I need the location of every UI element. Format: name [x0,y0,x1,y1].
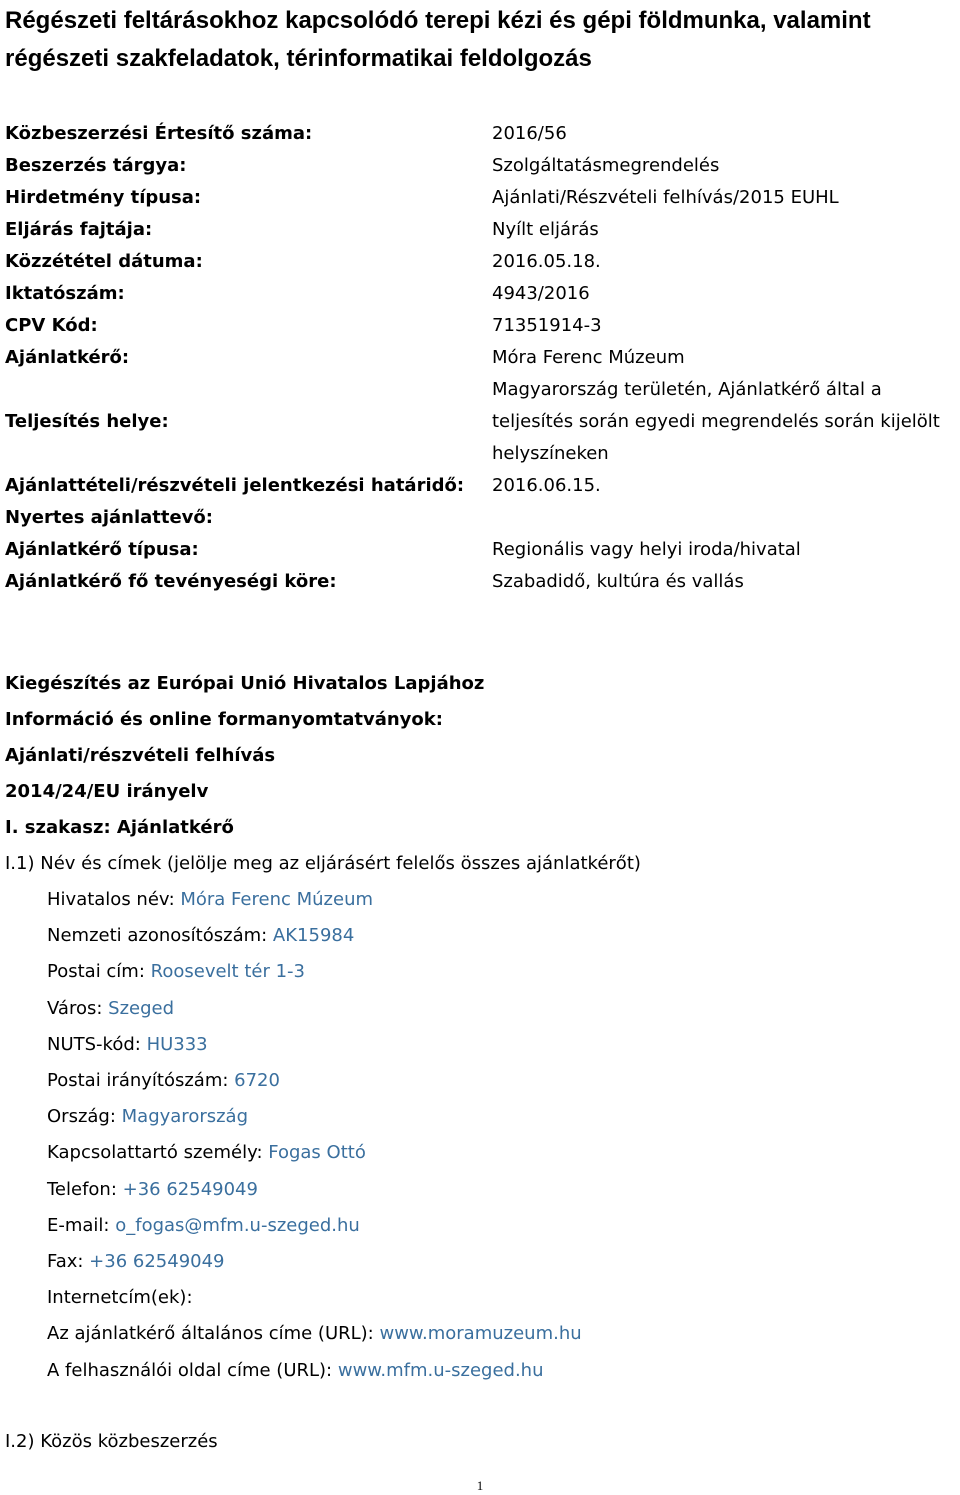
info-heading: Információ és online formanyomtatványok: [5,709,443,730]
meta-label: Teljesítés helye: [5,411,169,432]
meta-row [5,246,960,278]
meta-label: Iktatószám: [5,283,125,304]
detail-label: Postai cím: [47,961,151,983]
page-title: Régészeti feltárásokhoz kapcsolódó terepi kézi és gépi földmunka, valamint régészeti szakfeladatok, térinformatikai feldolgozás [5,7,871,72]
url-link[interactable]: www.moramuzeum.hu [379,1323,582,1345]
meta-row [5,182,960,214]
detail-value: Roosevelt tér 1-3 [150,961,305,983]
meta-label: Hirdetmény típusa: [5,187,202,208]
meta-row [5,342,960,374]
meta-row [5,566,960,598]
detail-row [47,1353,947,1389]
meta-label: CPV Kód: [5,315,98,336]
url-link[interactable]: www.mfm.u-szeged.hu [337,1359,544,1381]
meta-value: Ajánlati/Részvételi felhívás/2015 EUHL [492,187,839,208]
detail-value: AK15984 [272,925,355,947]
email-link[interactable]: o_fogas@mfm.u-szeged.hu [115,1214,360,1236]
detail-value: Szeged [108,997,175,1019]
meta-label: Ajánlatkérő: [5,347,130,368]
contact-details [47,882,947,1389]
detail-value: Fogas Ottó [268,1142,366,1164]
meta-row [5,534,960,566]
metadata-table [5,118,960,598]
detail-row [47,1099,947,1135]
meta-label: Nyertes ajánlattevő: [5,507,213,528]
detail-label: Internetcím(ek): [47,1287,193,1309]
detail-value: +36 62549049 [89,1251,225,1273]
call-heading: Ajánlati/részvételi felhívás [5,745,276,766]
meta-value: Nyílt eljárás [492,219,599,240]
detail-label: Fax: [47,1251,90,1273]
meta-label: Ajánlatkérő típusa: [5,539,199,560]
detail-label: E-mail: [47,1214,116,1236]
detail-row [47,1316,947,1352]
detail-row [47,1244,947,1280]
detail-label: Város: [47,997,109,1019]
meta-label: Ajánlatkérő fő tevényeségi köre: [5,571,337,592]
supplement-heading: Kiegészítés az Európai Unió Hivatalos Lapjához [5,673,485,694]
detail-label: Telefon: [47,1178,123,1200]
meta-label: Ajánlattételi/részvételi jelentkezési határidő: [5,475,465,496]
meta-value: Regionális vagy helyi iroda/hivatal [492,539,801,560]
section-1-1-heading: I.1) Név és címek (jelölje meg az eljárásért felelős összes ajánlatkérőt) [5,853,641,874]
page-number: 1 [476,1478,484,1493]
meta-value: Móra Ferenc Múzeum [492,347,685,368]
meta-row [5,278,960,310]
detail-row [47,1063,947,1099]
detail-label: Hivatalos név: [47,889,181,910]
detail-label: Az ajánlatkérő általános címe (URL): [47,1323,380,1345]
meta-row [5,502,960,534]
detail-value: Magyarország [121,1106,249,1128]
detail-row [47,882,947,918]
detail-value: 6720 [234,1070,280,1092]
meta-label: Közbeszerzési Értesítő száma: [5,123,313,144]
meta-label: Közzététel dátuma: [5,251,203,272]
meta-value: Szabadidő, kultúra és vallás [492,571,744,592]
detail-label: A felhasználói oldal címe (URL): [47,1359,338,1381]
detail-value: +36 62549049 [122,1178,258,1200]
detail-row [47,1172,947,1208]
detail-value: HU333 [146,1033,208,1055]
meta-row [5,470,960,502]
detail-row [47,918,947,954]
detail-label: Kapcsolattartó személy: [47,1142,269,1164]
detail-label: Ország: [47,1106,122,1128]
meta-row [5,310,960,342]
meta-label: Beszerzés tárgya: [5,155,187,176]
meta-value: 71351914-3 [492,315,602,336]
meta-value: 2016.06.15. [492,475,601,496]
meta-label: Eljárás fajtája: [5,219,153,240]
meta-row [5,150,960,182]
section-1-heading: I. szakasz: Ajánlatkérő [5,817,234,838]
meta-value: 2016/56 [492,123,567,144]
detail-row [47,991,947,1027]
detail-row [47,1280,947,1316]
detail-row [47,1135,947,1171]
meta-value: Magyarország területén, Ajánlatkérő által a teljesítés során egyedi megrendelés során kijelölt helyszíneken [492,379,940,464]
meta-value [492,502,960,534]
detail-value: Móra Ferenc Múzeum [180,889,374,910]
meta-value: 4943/2016 [492,283,590,304]
meta-value: 2016.05.18. [492,251,601,272]
section-1-2-heading: I.2) Közös közbeszerzés [5,1431,218,1452]
meta-value: Szolgáltatásmegrendelés [492,155,720,176]
meta-row [5,214,960,246]
directive-heading: 2014/24/EU irányelv [5,781,209,802]
detail-row [47,1027,947,1063]
detail-row [47,954,947,990]
detail-label: NUTS-kód: [47,1033,147,1055]
meta-row [5,374,960,470]
detail-label: Postai irányítószám: [47,1070,235,1092]
meta-row [5,118,960,150]
detail-row [47,1208,947,1244]
detail-label: Nemzeti azonosítószám: [47,925,273,947]
